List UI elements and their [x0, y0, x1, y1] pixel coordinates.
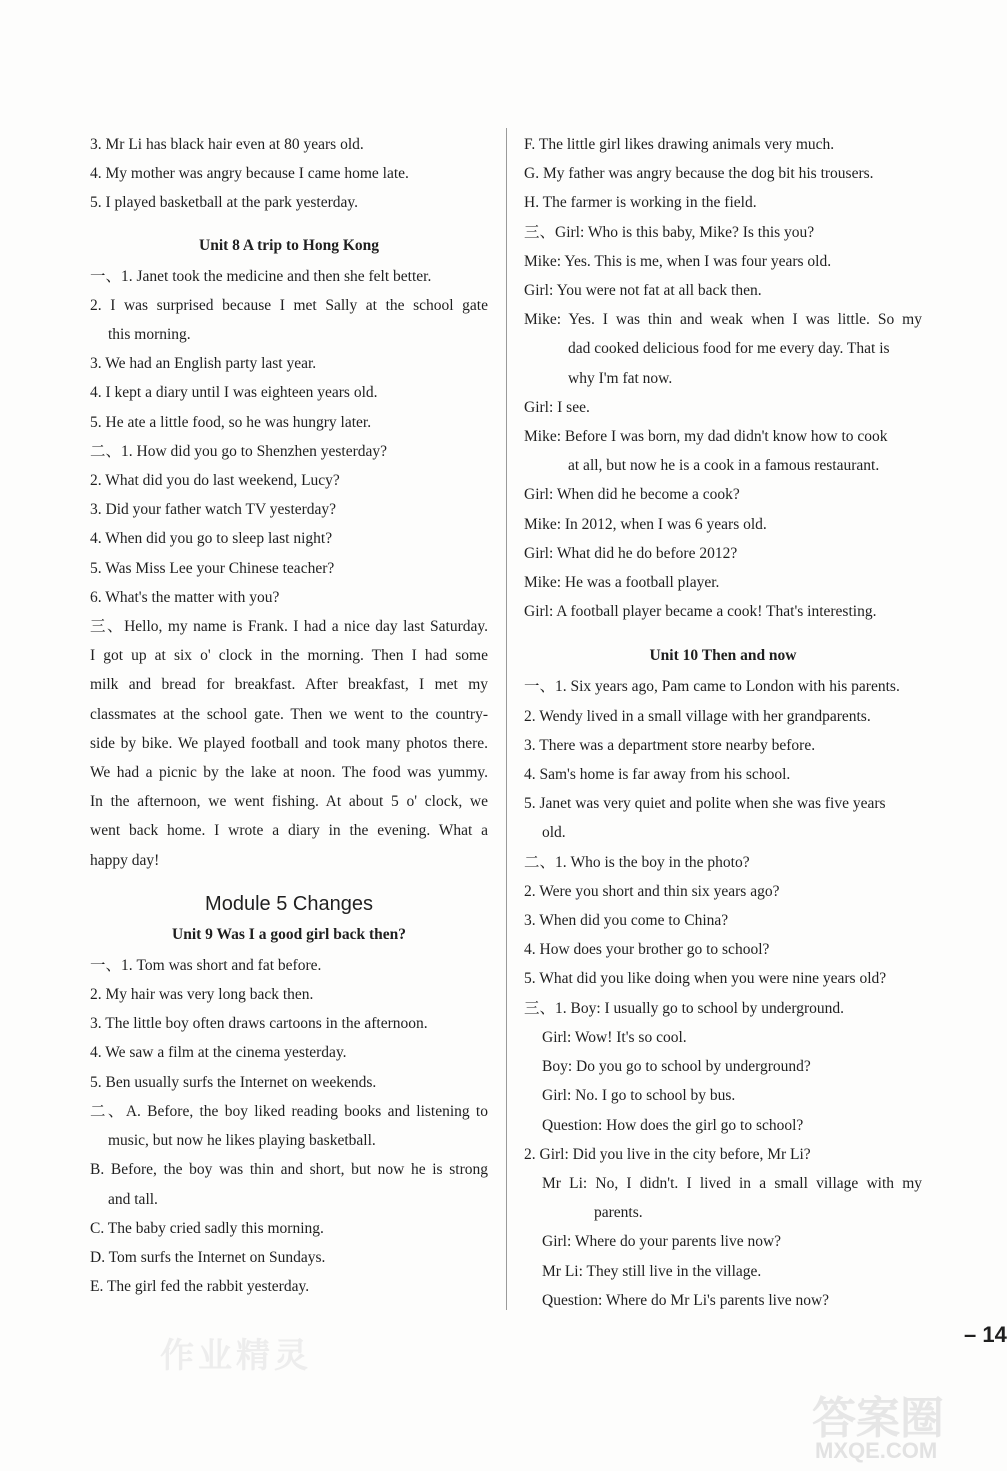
answer-line: and tall.: [108, 1190, 158, 1208]
answer-line: 4. We saw a film at the cinema yesterday.: [90, 1044, 347, 1062]
answer-line: 5. I played basketball at the park yesterday.: [90, 194, 358, 212]
watermark-logo: 答案圈: [812, 1393, 944, 1444]
answer-line: 3. There was a department store nearby before.: [524, 736, 816, 754]
watermark-stamp: 作业精灵: [160, 1336, 312, 1376]
answer-line: 2. Wendy lived in a small village with her grandparents.: [524, 707, 871, 725]
dialogue-line: Question: How does the girl go to school?: [542, 1116, 804, 1134]
dialogue-line: at all, but now he is a cook in a famous restaurant.: [568, 457, 880, 475]
dialogue-line: 三、1. Boy: I usually go to school by underground.: [524, 999, 845, 1017]
answer-line: 5. He ate a little food, so he was hungry later.: [90, 413, 372, 431]
passage-line: went back home. I wrote a diary in the evening. What a: [90, 822, 488, 840]
answer-line: 4. How does your brother go to school?: [524, 941, 770, 959]
passage-line: In the afternoon, we went fishing. At about 5 o' clock, we: [90, 793, 488, 811]
dialogue-line: Mike: He was a football player.: [524, 574, 720, 592]
dialogue-line: parents.: [594, 1204, 643, 1222]
dialogue-line: Girl: Wow! It's so cool.: [542, 1028, 687, 1046]
passage-line: I got up at six o' clock in the morning. Then I had some: [90, 647, 488, 665]
left-column: [90, 130, 488, 1301]
answer-line: 3. Mr Li has black hair even at 80 years old.: [90, 136, 364, 153]
dialogue-line: Girl: Where do your parents live now?: [542, 1233, 782, 1251]
dialogue-line: 三、Girl: Who is this baby, Mike? Is this you?: [524, 223, 815, 241]
answer-line: 4. When did you go to sleep last night?: [90, 530, 333, 548]
answer-line: 5. Was Miss Lee your Chinese teacher?: [90, 559, 335, 577]
answer-line: 2. I was surprised because I met Sally at the school gate: [90, 296, 488, 314]
passage-line: 三、Hello, my name is Frank. I had a nice day last Saturday.: [90, 618, 488, 636]
answer-line: 4. I kept a diary until I was eighteen years old.: [90, 384, 378, 402]
dialogue-line: why I'm fat now.: [568, 369, 673, 387]
passage-line: We had a picnic by the lake at noon. The food was yummy.: [90, 764, 488, 782]
unit-8-title: Unit 8 A trip to Hong Kong: [199, 236, 379, 254]
answer-line: 5. Ben usually surfs the Internet on weekends.: [90, 1073, 377, 1091]
dialogue-line: Mike: Before I was born, my dad didn't know how to cook: [524, 428, 888, 446]
answer-line: D. Tom surfs the Internet on Sundays.: [90, 1248, 326, 1266]
dialogue-line: Question: Where do Mr Li's parents live now?: [542, 1291, 830, 1309]
dialogue-line: Girl: You were not fat at all back then.: [524, 282, 762, 300]
dialogue-line: Girl: No. I go to school by bus.: [542, 1087, 736, 1105]
right-column: [524, 130, 922, 1315]
dialogue-line: 2. Girl: Did you live in the city before, Mr Li?: [524, 1145, 811, 1163]
column-divider: [506, 128, 507, 1310]
dialogue-line: Girl: I see.: [524, 398, 590, 416]
dialogue-line: Mr Li: No, I didn't. I lived in a small village with my: [542, 1174, 922, 1192]
answer-line: 3. The little boy often draws cartoons in the afternoon.: [90, 1015, 428, 1033]
dialogue-line: Boy: Do you go to school by underground?: [542, 1058, 811, 1076]
answer-line: 5. What did you like doing when you were nine years old?: [524, 970, 887, 988]
dialogue-line: dad cooked delicious food for me every day. That is: [568, 340, 890, 358]
answer-line: 4. My mother was angry because I came home late.: [90, 165, 409, 183]
unit-10-title: Unit 10 Then and now: [649, 647, 797, 665]
answer-line: old.: [542, 824, 566, 842]
answer-line: 二、1. How did you go to Shenzhen yesterday?: [90, 442, 388, 460]
passage-line: happy day!: [90, 851, 160, 869]
answer-line: H. The farmer is working in the field.: [524, 194, 757, 212]
page-number: – 14: [964, 1322, 1007, 1347]
answer-line: 3. Did your father watch TV yesterday?: [90, 501, 337, 519]
answer-line: 一、1. Tom was short and fat before.: [90, 956, 322, 974]
answer-line: C. The baby cried sadly this morning.: [90, 1219, 324, 1237]
dialogue-line: Girl: A football player became a cook! That's interesting.: [524, 603, 877, 621]
answer-line: 一、1. Six years ago, Pam came to London with his parents.: [524, 678, 900, 696]
unit-9-title: Unit 9 Was I a good girl back then?: [172, 925, 406, 943]
answer-line: F. The little girl likes drawing animals very much.: [524, 136, 835, 153]
answer-line: 3. We had an English party last year.: [90, 355, 317, 373]
dialogue-line: Girl: When did he become a cook?: [524, 486, 740, 504]
dialogue-line: Mike: Yes. This is me, when I was four years old.: [524, 252, 832, 270]
dialogue-line: Girl: What did he do before 2012?: [524, 544, 738, 562]
answer-line: G. My father was angry because the dog bit his trousers.: [524, 165, 874, 183]
dialogue-line: Mike: In 2012, when I was 6 years old.: [524, 515, 767, 533]
answer-line: 6. What's the matter with you?: [90, 588, 280, 606]
answer-line: 2. My hair was very long back then.: [90, 986, 314, 1004]
answer-line: 二、A. Before, the boy liked reading books and listening to: [90, 1102, 488, 1120]
answer-line: B. Before, the boy was thin and short, but now he is strong: [90, 1161, 488, 1179]
answer-line: 2. Were you short and thin six years ago?: [524, 882, 780, 900]
dialogue-line: Mr Li: They still live in the village.: [542, 1262, 762, 1280]
answer-line: this morning.: [108, 326, 191, 344]
answer-line: 一、1. Janet took the medicine and then she felt better.: [90, 267, 432, 285]
dialogue-line: Mike: Yes. I was thin and weak when I was little. So my: [524, 311, 922, 329]
passage-line: milk and bread for breakfast. After breakfast, I met my: [90, 676, 488, 694]
answer-line: 5. Janet was very quiet and polite when she was five years: [524, 795, 886, 813]
passage-line: classmates at the school gate. Then we went to the country-: [90, 705, 488, 723]
answer-line: 二、1. Who is the boy in the photo?: [524, 853, 750, 871]
answer-line: 2. What did you do last weekend, Lucy?: [90, 472, 340, 490]
module-title: Module 5 Changes: [205, 892, 373, 915]
answer-line: 4. Sam's home is far away from his school.: [524, 766, 791, 784]
answer-line: E. The girl fed the rabbit yesterday.: [90, 1278, 310, 1296]
answer-line: 3. When did you come to China?: [524, 912, 729, 930]
passage-line: side by bike. We played football and took many photos there.: [90, 734, 488, 752]
watermark-site: MXQE.COM: [815, 1438, 938, 1463]
answer-line: music, but now he likes playing basketball.: [108, 1132, 376, 1150]
